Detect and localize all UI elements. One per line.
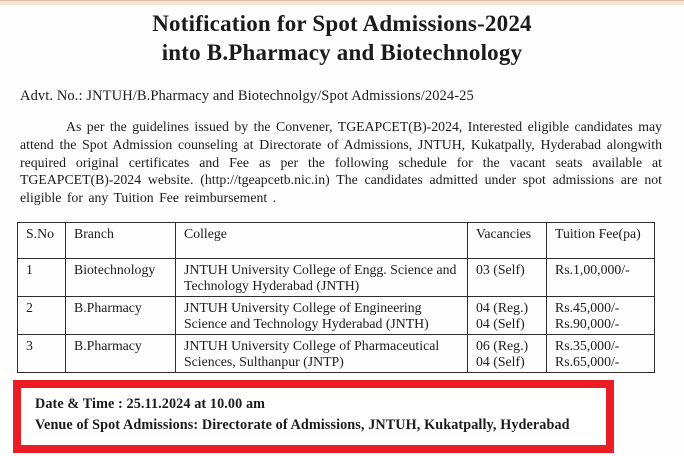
table-row	[18, 334, 655, 372]
fee-line: Rs.1,00,000/-	[555, 261, 630, 277]
cell-vacancies	[468, 296, 547, 334]
header-college: College	[176, 222, 468, 258]
cell-branch: B.Pharmacy	[66, 334, 176, 372]
table-header-row	[18, 222, 655, 258]
highlight-box	[13, 380, 614, 453]
cell-college: JNTUH University College of Engg. Science and Technology Hyderabad (JNTH)	[176, 258, 468, 296]
cell-fees	[547, 258, 655, 296]
cell-vacancies	[468, 334, 547, 372]
fee-line: Rs.35,000/-	[555, 337, 620, 353]
fee-line: Rs.45,000/-	[555, 299, 620, 315]
advt-number: Advt. No.: JNTUH/B.Pharmacy and Biotechnolgy/Spot Admissions/2024-25	[20, 87, 474, 104]
cell-sno: 3	[18, 334, 66, 372]
table-row	[18, 258, 655, 296]
fee-line: Rs.90,000/-	[555, 315, 620, 331]
cell-branch: B.Pharmacy	[66, 296, 176, 334]
fee-line: Rs.65,000/-	[555, 353, 620, 369]
cell-sno: 2	[18, 296, 66, 334]
vacancy-line: 06 (Reg.)	[476, 337, 529, 353]
venue-line: Venue of Spot Admissions: Directorate of Admissions, JNTUH, Kukatpally, Hyderabad	[35, 417, 570, 434]
cell-fees	[547, 334, 655, 372]
vacancy-line: 04 (Self)	[476, 353, 525, 369]
scan-edge-strip	[0, 0, 684, 5]
notice-paragraph: As per the guidelines issued by the Convener, TGEAPCET(B)-2024, Interested eligible candidates may attend the Spot Admission counseling at Directorate of Admissions, JNTUH, Kukatpally, Hyderabad alongwith required original certificates and Fee as per the following schedule for the vacant seats available at TGEAPCET(B)-2024 website. (http://tgeapcetb.nic.in) The candidates admitted under spot admissions are not eligible for any Tuition Fee reimbursement .	[20, 118, 662, 206]
page-title-line1: Notification for Spot Admissions-2024	[152, 11, 532, 36]
header-sno: S.No	[18, 222, 66, 258]
header-tuition-fee: Tuition Fee(pa)	[547, 222, 655, 258]
admissions-table	[17, 222, 655, 373]
table-row	[18, 296, 655, 334]
header-branch: Branch	[66, 222, 176, 258]
cell-fees	[547, 296, 655, 334]
page-title	[0, 10, 684, 68]
cell-college: JNTUH University College of Engineering Science and Technology Hyderabad (JNTH)	[176, 296, 468, 334]
vacancy-line: 04 (Self)	[476, 315, 525, 331]
vacancy-line: 03 (Self)	[476, 261, 525, 277]
cell-sno: 1	[18, 258, 66, 296]
cell-college: JNTUH University College of Pharmaceutical Sciences, Sulthanpur (JNTP)	[176, 334, 468, 372]
page-title-line2: into B.Pharmacy and Biotechnology	[161, 39, 523, 65]
header-vacancies: Vacancies	[468, 222, 547, 258]
cell-branch: Biotechnology	[66, 258, 176, 296]
vacancy-line: 04 (Reg.)	[476, 299, 529, 315]
date-time-line: Date & Time : 25.11.2024 at 10.00 am	[35, 395, 266, 412]
cell-vacancies	[468, 258, 547, 296]
